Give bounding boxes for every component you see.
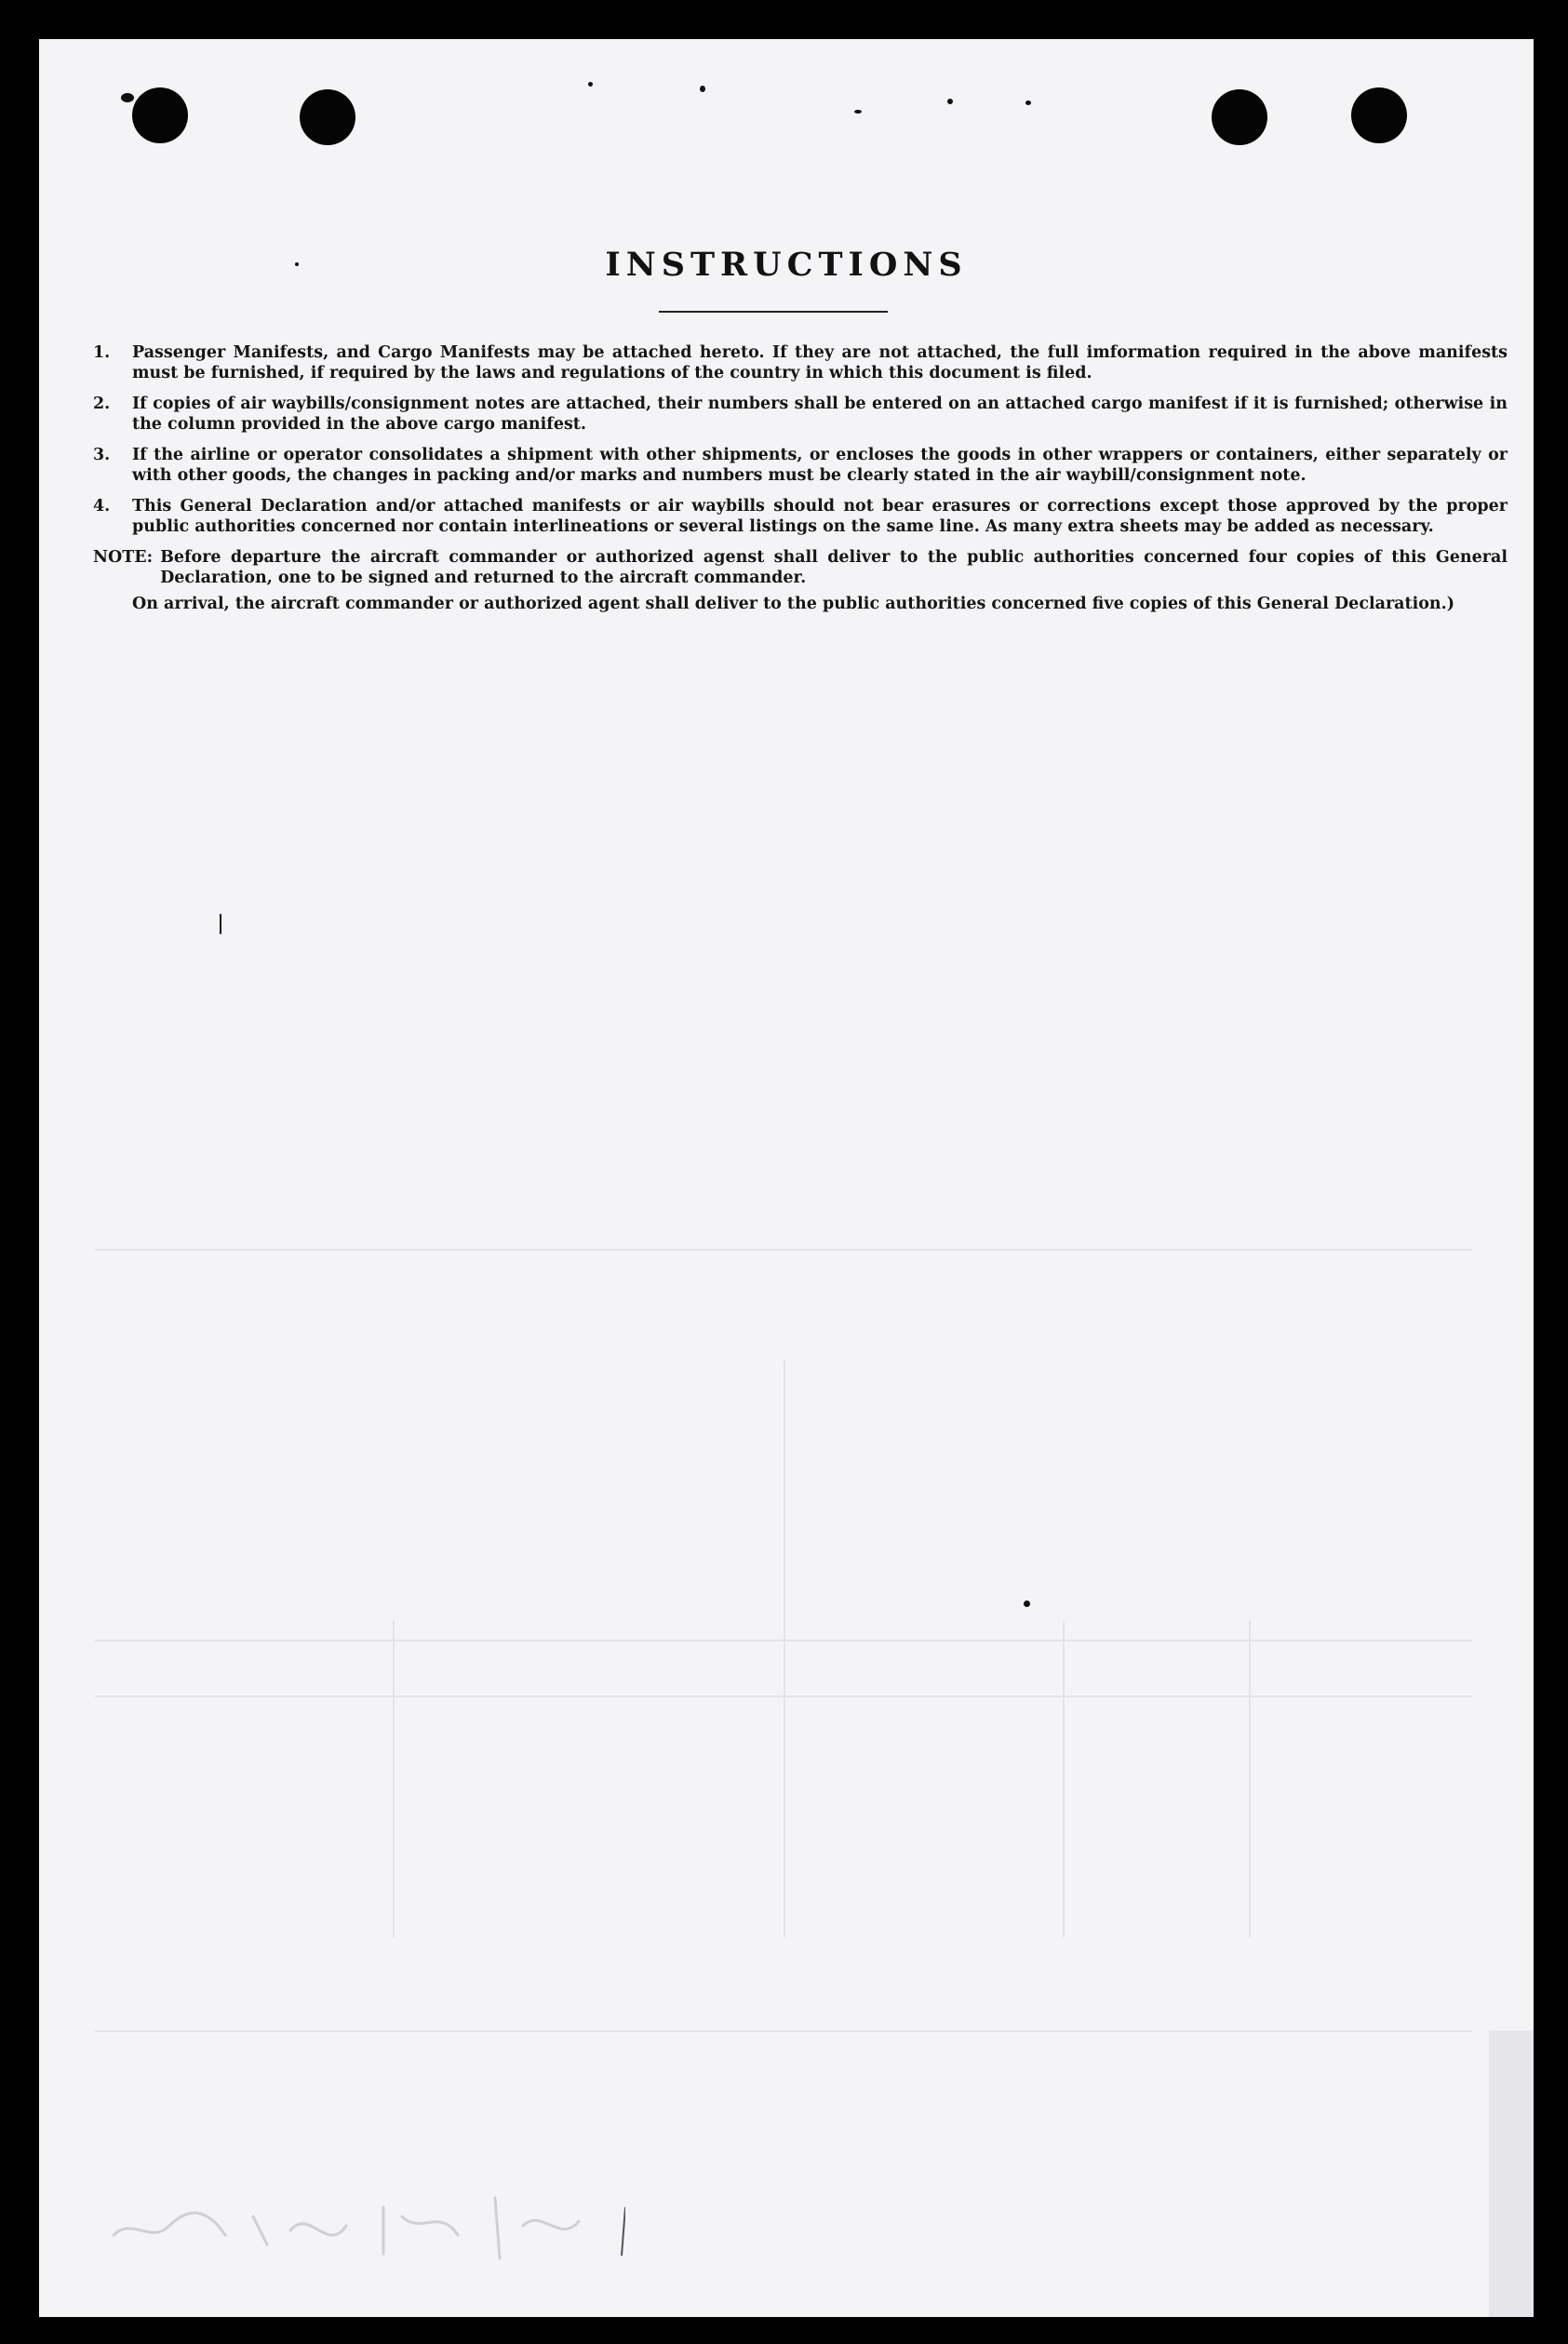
note-section [93, 547, 1508, 614]
ink-speck [700, 86, 705, 92]
bleed-through-line [95, 1249, 1472, 1251]
title-underline [659, 311, 888, 313]
bleed-through-line [1063, 1621, 1065, 1937]
note-text: Before departure the aircraft commander or authorized agenst shall deliver to the public authorities concerned four copies of this General Declaration, one to be signed and returned to the aircraft commander. [160, 548, 1508, 587]
item-number: 3. [93, 446, 111, 464]
instruction-item [93, 445, 1508, 486]
item-number: 4. [93, 497, 111, 516]
punch-hole [300, 89, 355, 145]
bleed-through-line [95, 2030, 1472, 2032]
punch-hole [1351, 87, 1407, 143]
page-title: INSTRUCTIONS [605, 246, 968, 284]
instruction-item [93, 394, 1508, 435]
ink-speck [121, 93, 134, 102]
punch-hole [132, 87, 188, 143]
item-number: 1. [93, 343, 111, 362]
punch-hole [1212, 89, 1267, 145]
note-label: NOTE: [93, 548, 154, 567]
ink-speck [947, 99, 953, 104]
ink-speck [854, 110, 862, 114]
ink-speck [588, 82, 593, 87]
document-page [39, 39, 1534, 2317]
instruction-item [93, 342, 1508, 383]
signature-bleed-through [104, 2179, 625, 2263]
note-departure [93, 547, 1508, 588]
item-number: 2. [93, 395, 111, 413]
torn-edge [1489, 2030, 1534, 2317]
note-arrival: On arrival, the aircraft commander or authorized agent shall deliver to the public authorities concerned five copies of this General Declaration.) [132, 595, 1455, 613]
bleed-through-line [784, 1360, 785, 1937]
ink-speck [220, 914, 221, 934]
bleed-through-line [1249, 1621, 1251, 1937]
item-text: This General Declaration and/or attached manifests or air waybills should not bear erasures or corrections except those approved by the proper public authorities concerned nor contain interlineations or several listings on the same line. As many extra sheets may be added as necessary. [132, 497, 1508, 536]
bleed-through-line [393, 1621, 395, 1937]
instructions-body [93, 342, 1508, 614]
item-text: If copies of air waybills/consignment notes are attached, their numbers shall be entered on an attached cargo manifest if it is furnished; otherwise in the column provided in the above cargo manifest. [132, 395, 1508, 434]
instruction-item [93, 496, 1508, 537]
item-text: If the airline or operator consolidates a shipment with other shipments, or encloses the goods in other wrappers or containers, either separately or with other goods, the changes in packing and/or marks and numbers must be clearly stated in the air waybill/consignment note. [132, 446, 1508, 485]
ink-speck [1024, 1601, 1030, 1607]
item-text: Passenger Manifests, and Cargo Manifests may be attached hereto. If they are not attached, the full imformation required in the above manifests must be furnished, if required by the laws and regulations of the country in which this document is filed. [132, 343, 1508, 382]
ink-speck [1025, 100, 1031, 105]
